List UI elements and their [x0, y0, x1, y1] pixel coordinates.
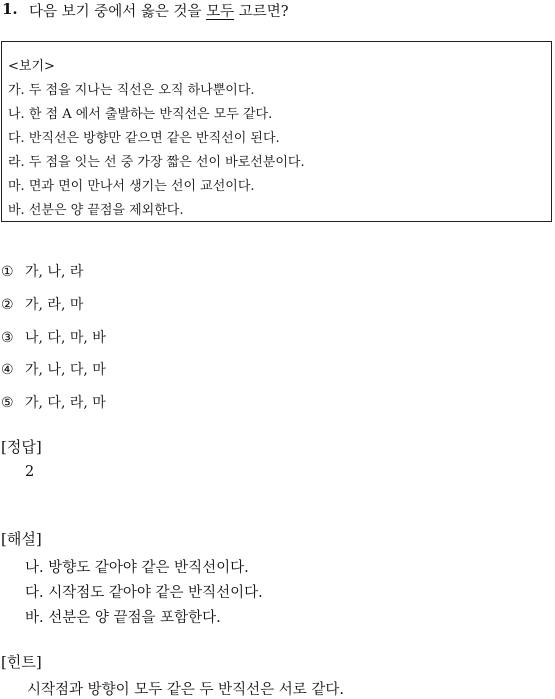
question-text: [29, 0, 289, 21]
hint-text: 시작점과 방향이 모두 같은 두 반직선은 서로 같다.: [27, 682, 345, 698]
choice-number: ③: [1, 330, 14, 346]
bogi-title: <보기>: [8, 59, 55, 74]
choice-3: [1, 327, 106, 347]
bogi-item: 바. 선분은 양 끝점을 제외한다.: [8, 203, 184, 218]
question-text-underlined: 모두: [206, 4, 235, 20]
choice-number: ④: [1, 362, 14, 378]
explanation-label: [해설]: [1, 530, 42, 548]
choice-text: 가, 나, 다, 마: [25, 362, 106, 378]
bogi-item: 가. 두 점을 지나는 직선은 오직 하나뿐이다.: [8, 83, 255, 98]
question-text-after: 고르면?: [234, 4, 289, 20]
choice-text: 나, 다, 마, 바: [25, 330, 106, 346]
bogi-item: 라. 두 점을 잇는 선 중 가장 짧은 선이 바로선분이다.: [8, 155, 305, 170]
hint-label: [힌트]: [1, 653, 42, 671]
question-number: 1.: [2, 0, 18, 18]
choice-4: [1, 359, 106, 379]
explanation-line: 다. 시작점도 같아야 같은 반직선이다.: [25, 585, 263, 601]
bogi-item: 다. 반직선은 방향만 같으면 같은 반직선이 된다.: [8, 131, 280, 146]
bogi-item: 나. 한 점 A 에서 출발하는 반직선은 모두 같다.: [8, 107, 273, 122]
choice-text: 가, 라, 마: [25, 297, 84, 313]
answer-value: 2: [25, 464, 35, 480]
choice-number: ②: [1, 297, 14, 313]
choice-text: 가, 나, 라: [25, 264, 84, 280]
choice-5: [1, 392, 106, 412]
answer-label: [정답]: [1, 438, 42, 456]
choice-1: [1, 261, 83, 281]
bogi-box: [1, 41, 552, 222]
explanation-line: 나. 방향도 같아야 같은 반직선이다.: [25, 560, 249, 576]
bogi-item: 마. 면과 면이 만나서 생기는 선이 교선이다.: [8, 179, 255, 194]
explanation-line: 바. 선분은 양 끝점을 포함한다.: [25, 610, 221, 626]
choice-2: [1, 294, 83, 314]
choice-number: ⑤: [1, 395, 14, 411]
choice-number: ①: [1, 264, 14, 280]
choice-text: 가, 다, 라, 마: [25, 395, 106, 411]
question-text-before: 다음 보기 중에서 옳은 것을: [29, 4, 207, 20]
